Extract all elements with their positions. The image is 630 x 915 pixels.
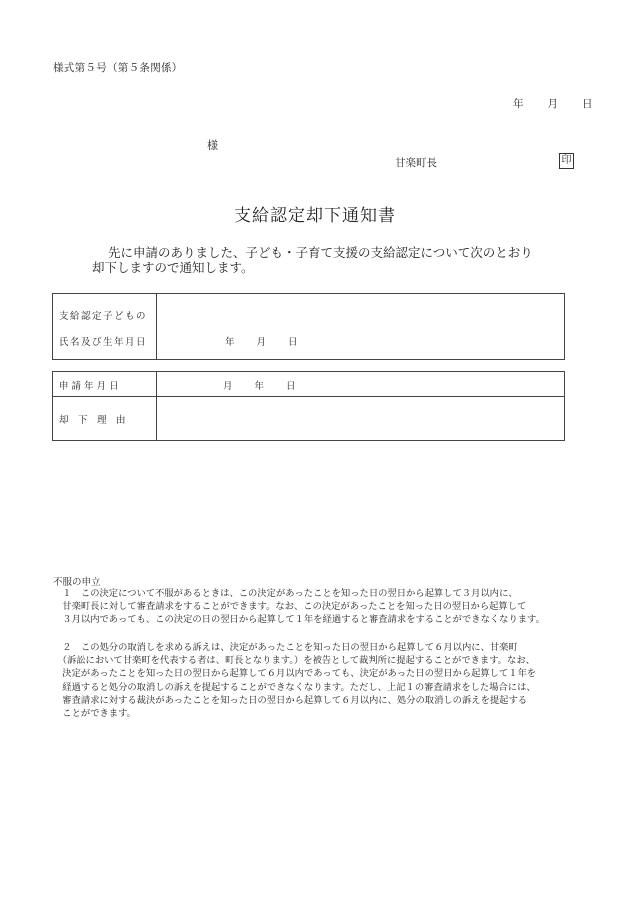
- issuer-name: 甘楽町長: [395, 157, 437, 169]
- seal-mark: 印: [559, 153, 574, 169]
- application-date-a: 月: [223, 381, 233, 392]
- application-date-c: 日: [286, 381, 296, 392]
- table-row-divider: [53, 396, 564, 397]
- child-label-line-1: 支給認定子どもの: [59, 311, 148, 322]
- appeal-heading: 不服の申立: [53, 577, 101, 588]
- child-info-table: [52, 293, 565, 360]
- table-divider: [156, 372, 157, 440]
- recipient-suffix: 様: [207, 139, 218, 152]
- appeal-2-line: 経過すると処分の取消しの訴えを提起することができなくなります。ただし、上記１の審査請求をした場合には、: [53, 681, 536, 693]
- form-number: 様式第５号（第５条関係）: [53, 62, 183, 74]
- appeal-paragraph-1: [53, 587, 598, 627]
- appeal-1-line: ３月以内であっても、この決定の日の翌日から起算して１年を経過すると審査請求をすることができなくなります。: [53, 614, 545, 626]
- birth-day: 日: [288, 337, 298, 348]
- application-date-b: 年: [254, 381, 265, 392]
- intro-line-2: 却下しますので通知します。: [92, 260, 254, 275]
- child-birth-date: [225, 334, 298, 348]
- rejection-reason-label: 却 下 理 由: [59, 415, 126, 426]
- appeal-paragraph-2: [53, 641, 598, 720]
- application-date: [223, 378, 296, 392]
- document-title: 支給認定却下通知書: [234, 206, 396, 226]
- intro-text: [92, 245, 582, 275]
- appeal-2-line: ２ この処分の取消しを求める訴えは、決定があったことを知った日の翌日から起算して６月以内に、甘楽町: [53, 642, 518, 653]
- issue-date-day: 日: [582, 98, 593, 110]
- appeal-2-line: （訴訟において甘楽町を代表する者は、町長となります。）を被告として裁判所に提起することができます。なお、: [53, 655, 535, 667]
- issue-date-year: 年: [513, 98, 524, 110]
- appeal-2-line: 決定があったことを知った日の翌日から起算して６月以内であっても、決定があった日の翌日から起算して１年を: [53, 668, 537, 680]
- birth-year: 年: [225, 337, 235, 348]
- issue-date: [513, 96, 593, 111]
- appeal-2-line: ことができます。: [53, 708, 136, 720]
- birth-month: 月: [256, 337, 267, 348]
- application-table: [52, 371, 565, 441]
- appeal-1-line: １ この決定について不服があるときは、この決定があったことを知った日の翌日から起算して３月以内に、: [53, 588, 518, 599]
- intro-line-1: 先に申請のありました、子ども・子育て支援の支給認定について次のとおり: [108, 245, 533, 260]
- appeal-1-line: 甘楽町長に対して審査請求をすることができます。なお、この決定があったことを知った日の翌日から起算して: [53, 601, 527, 613]
- application-date-label: 申 請 年 月 日: [59, 381, 119, 392]
- table-divider: [156, 294, 157, 359]
- appeal-2-line: 審査請求に対する裁決があったことを知った日の翌日から起算して６月以内に、処分の取消しの訴えを提起する: [53, 694, 528, 706]
- child-label-line-2: 氏名及び生年月日: [59, 337, 148, 348]
- issue-date-month: 月: [547, 98, 558, 110]
